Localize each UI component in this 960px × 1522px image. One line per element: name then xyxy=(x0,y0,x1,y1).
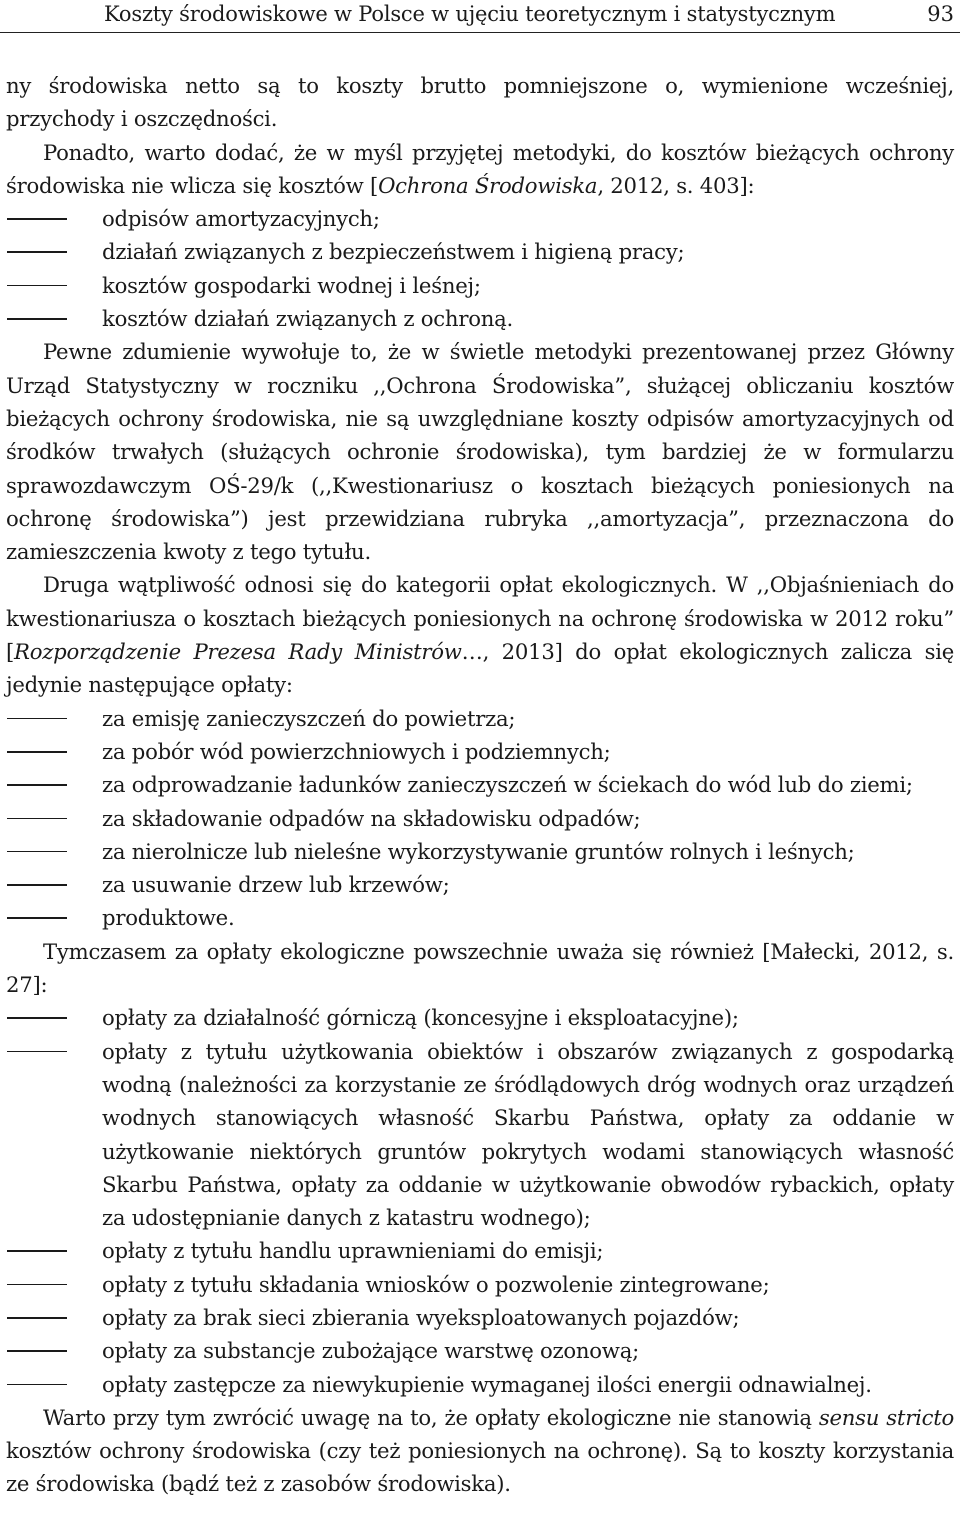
list-item: opłaty z tytułu składania wniosków o pozwolenie zintegrowane; xyxy=(6,1268,954,1301)
running-header xyxy=(0,0,960,33)
list-item: opłaty za substancje zubożające warstwę ozonową; xyxy=(6,1334,954,1367)
latin-term: sensu stricto xyxy=(818,1404,954,1430)
list-item: za usuwanie drzew lub krzewów; xyxy=(6,868,954,901)
running-title: Koszty środowiskowe w Polsce w ujęciu teoretycznym i statystycznym xyxy=(104,2,836,26)
list-item: produktowe. xyxy=(6,901,954,934)
citation-source: Rozporządzenie Prezesa Rady Ministrów xyxy=(14,639,462,665)
list-item: działań związanych z bezpieczeństwem i higieną pracy; xyxy=(6,235,954,268)
list-item: opłaty za brak sieci zbierania wyeksploatowanych pojazdów; xyxy=(6,1301,954,1334)
paragraph-continued: ny środowiska netto są to koszty brutto pomniejszone o, wymienione wcześniej, przychody i oszczędności. xyxy=(6,73,954,132)
paragraph-text: Druga wątpliwość odnosi się do kategorii opłat ekologicznych. W ,,Objaśnieniach do kwestionariusza o kosztach bieżących poniesionych na ochronę środowiska w 2012 roku” [ xyxy=(6,572,954,665)
list-item: za pobór wód powierzchniowych i podziemnych; xyxy=(6,735,954,768)
list-item: odpisów amortyzacyjnych; xyxy=(6,202,954,235)
page-body xyxy=(6,69,954,1501)
paragraph-text: kosztów ochrony środowiska (czy też poniesionych na ochronę). Są to koszty korzystania ze środowiska (bądź też z zasobów środowiska). xyxy=(6,1438,954,1497)
list-item: za nierolnicze lub nieleśne wykorzystywanie gruntów rolnych i leśnych; xyxy=(6,835,954,868)
list-item: kosztów gospodarki wodnej i leśnej; xyxy=(6,269,954,302)
paragraph-methodology xyxy=(6,136,954,203)
ecological-fees-list xyxy=(6,702,954,935)
paragraph-fees xyxy=(6,568,954,701)
paragraph-conclusion xyxy=(6,1401,954,1501)
paragraph-common-fees: Tymczasem za opłaty ekologiczne powszechnie uważa się również [Małecki, 2012, s. 27]: xyxy=(6,938,954,998)
paragraph-amortization: Pewne zdumienie wywołuje to, że w świetle metodyki prezentowanej przez Główny Urząd Statystyczny w roczniku ,,Ochrona Środowiska”, służącej obliczaniu kosztów bieżących ochrony środowiska, nie są uwzględniane koszty odpisów amortyzacyjnych od środków trwałych (służących ochronie środowiska), tym bardziej że w formularzu sprawozdawczym OŚ-29/k (,,Kwestionariusz o kosztach bieżących poniesionych na ochronę środowiska”) jest przewidziana rubryka ,,amortyzacja”, przeznaczona do zamieszczenia kwoty z tego tytułu. xyxy=(6,339,954,565)
page-number: 93 xyxy=(927,2,954,26)
list-item: opłaty z tytułu użytkowania obiektów i obszarów związanych z gospodarką wodną (należności za korzystanie ze śródlądowych dróg wodnych oraz urządzeń wodnych stanowiących własność Skarbu Państwa, opłaty za oddanie w użytkowanie niektórych gruntów pokrytych wodami stanowiących własność Skarbu Państwa, opłaty za oddanie w użytkowanie obwodów rybackich, opłaty za udostępnianie danych z katastru wodnego); xyxy=(6,1035,954,1235)
list-item: kosztów działań związanych z ochroną. xyxy=(6,302,954,335)
citation-source: Ochrona Środowiska xyxy=(378,172,598,198)
common-fees-list xyxy=(6,1001,954,1401)
list-item: za emisję zanieczyszczeń do powietrza; xyxy=(6,702,954,735)
paragraph-text: , 2012, s. 403]: xyxy=(597,172,755,198)
paragraph-text: Ponadto, warto dodać, że w myśl przyjętej metodyki, do kosztów bieżących ochrony środowiska nie wlicza się kosztów [ xyxy=(6,139,954,198)
list-item: za składowanie odpadów na składowisku odpadów; xyxy=(6,802,954,835)
list-item: opłaty za działalność górniczą (koncesyjne i eksploatacyjne); xyxy=(6,1001,954,1034)
excluded-costs-list xyxy=(6,202,954,335)
list-item: za odprowadzanie ładunków zanieczyszczeń w ściekach do wód lub do ziemi; xyxy=(6,768,954,801)
list-item: opłaty z tytułu handlu uprawnieniami do emisji; xyxy=(6,1234,954,1267)
paragraph-text: …, 2013] do opłat ekologicznych zalicza się jedynie następujące opłaty: xyxy=(6,639,955,698)
list-item: opłaty zastępcze za niewykupienie wymaganej ilości energii odnawialnej. xyxy=(6,1368,954,1401)
paragraph-text: Warto przy tym zwrócić uwagę na to, że opłaty ekologiczne nie stanowią xyxy=(43,1404,819,1430)
